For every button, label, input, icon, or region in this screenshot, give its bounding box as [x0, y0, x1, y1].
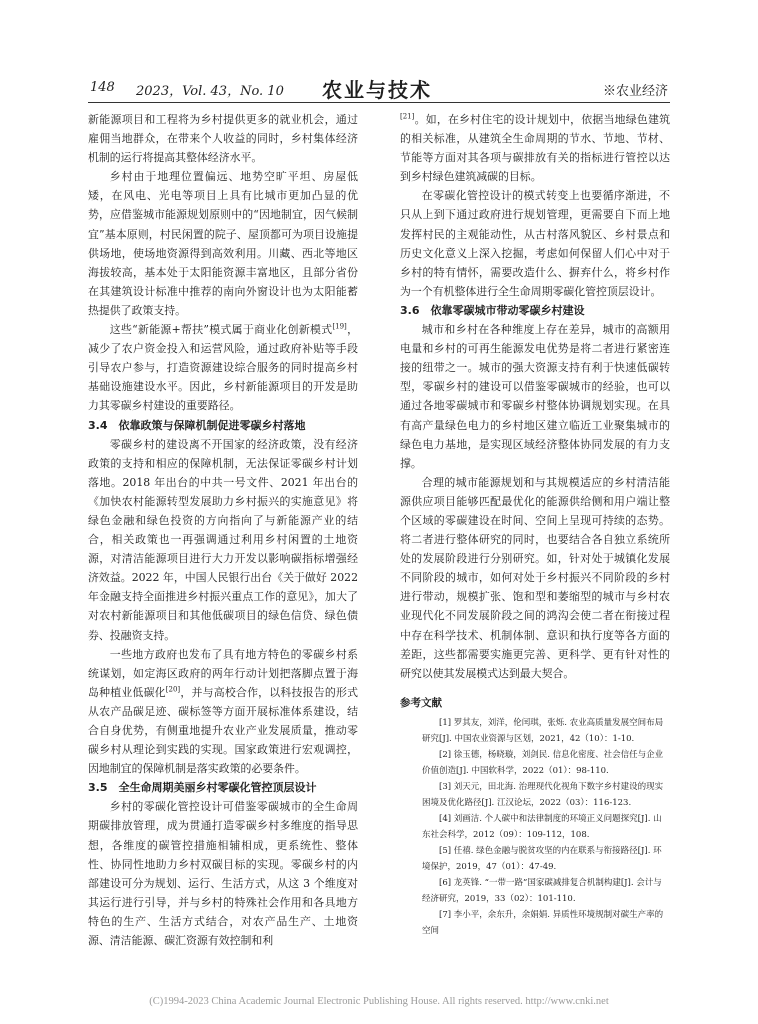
reference-item: [2] 徐玉德，杨晓璇，刘剑民. 信息化密度、社会信任与企业价值创造[J]. 中国软科学，2022（01）：98-110.: [422, 749, 664, 776]
text: 这些“新能源+帮扶”模式属于商业化创新模式: [109, 323, 333, 337]
reference-item: [3] 刘天元，田北海. 治理现代化视角下数字乡村建设的现实困境及优化路径[J]. 江汉论坛，2022（03）：116-123.: [422, 781, 664, 808]
reference-item: [6] 龙英锋. “一带一路”国家碳减排复合机制构建[J]. 会计与经济研究，2019，33（02）：101-110.: [422, 877, 662, 904]
page-number: 148: [90, 80, 115, 95]
paragraph: [88, 320, 358, 415]
text: ，减少了农户资金投入和运营风险，通过政府补贴等手段引导农户参与，打造资源建设综合服务的同时提高乡村基础设施建设水平。因此，乡村新能源项目的开发是助力其零碳乡村建设的重要路径。: [88, 323, 358, 413]
reference-list: [400, 715, 670, 939]
section-heading: 3.4 依靠政策与保障机制促进零碳乡村落地: [88, 418, 306, 432]
citation: [20]: [165, 685, 181, 694]
paragraph: [400, 110, 670, 186]
paragraph: 合理的城市能源规划和与其规模适应的乡村清洁能源供应项目能够匹配最优化的能源供给侧和用户端让整个区域的零碳建设在时间、空间上呈现可持续的态势。将二者进行整体研究的同时，也要结合各自独立系统所处的发展阶段进行分别研究。如，针对处于城镇化发展不同阶段的城市，如何对处于乡村振兴不同阶段的乡村进行带动，规模扩张、饱和型和萎缩型的城市与乡村农业现代化不同发展阶段之间的鸿沟会使二者在衔接过程中存在科学技术、机制体制、意识和执行度等各方面的差距，这些都需要实施更完善、更科学、更有针对性的研究以使其发展模式达到最大契合。: [400, 475, 670, 680]
left-column: [88, 110, 358, 950]
paragraph: 城市和乡村在各种维度上存在差异，城市的高额用电量和乡村的可再生能源发电优势是将二者进行紧密连接的纽带之一。城市的强大资源支持有利于快速低碳转型，零碳乡村的建设可以借鉴零碳城市的经验，也可以通过各地零碳城市和零碳乡村整体协调规划实现。在具有高产量绿色电力的乡村地区建立临近工业聚集城市的绿色电力基地，是实现区域经济整体协同发展的有力支撑。: [400, 323, 670, 470]
paragraph: 乡村的零碳化管控设计可借鉴零碳城市的全生命周期碳排放管理，成为贯通打造零碳乡村多维度的指导思想，各维度的碳管控措施相辅相成，更系统性、整体性、协同性地助力乡村双碳目标的实现。零碳乡村的内部建设可分为规划、运行、生活方式，从这 3 个维度对其运行进行引导，并与乡村的特殊社会作用和各具地方特色的生产、生活方式结合，对农产品生产、土地资源、清洁能源、碳汇资源有效控制和利: [88, 800, 358, 948]
references-title: 参考文献: [400, 696, 442, 709]
section-heading: 3.6 依靠零碳城市带动零碳乡村建设: [400, 303, 585, 317]
paragraph: 零碳乡村的建设离不开国家的经济政策，没有经济政策的支持和相应的保障机制，无法保证零碳乡村计划落地。2018 年出台的中共一号文件、2021 年出台的《加快农村能源转型发展助力乡村振兴的实施意见》将绿色金融和绿色投资的方向指向了与新能源产业的结合，相关政策也一再强调通过利用乡村闲置的土地资源，对清洁能源项目进行大力开发以影响碳指标增强经济效益。2022 年，中国人民银行出台《关于做好 2022 年金融支持全面推进乡村振兴重点工作的意见》，加大了对农村新能源项目和其他低碳项目的绿色信贷、绿色债券、投融资支持。: [88, 437, 358, 642]
paragraph: 在零碳化管控设计的模式转变上也要循序渐进，不只从上到下通过政府进行规划管理，更需要自下而上地发挥村民的主观能动性，从古村落风貌区、乡村景点和历史文化意义上深入挖掘，考虑如何保留人们心中对于乡村的特有情怀，需要改造什么、摒弃什么，将乡村作为一个有机整体进行全生命周期零碳化管控顶层设计。: [400, 189, 670, 298]
citation: [21]: [400, 112, 415, 121]
page-header: [90, 76, 668, 104]
reference-item: [4] 刘画洁. 个人碳中和法律制度的环境正义问题探究[J]. 山东社会科学，2012（09）：109-112，108.: [422, 813, 662, 840]
header-rule: [88, 102, 670, 103]
reference-item: [1] 罗其友，刘洋，伦闰琪，张烁. 农业高质量发展空间布局研究[J]. 中国农业资源与区划，2021，42（10）：1-10.: [422, 717, 664, 744]
paragraph: 乡村由于地理位置偏远、地势空旷平坦、房屋低矮，在风电、光电等项目上具有比城市更加凸显的优势，应借鉴城市能源规划原则中的“因地制宜，因气候制宜”基本原则，村民闲置的院子、屋顶都可为项目设施提供场地，使场地资源得到高效利用。川藏、西北等地区海拔较高，基本处于太阳能资源丰富地区，且部分省份在其建筑设计标准中推荐的南向外窗设计也为太阳能蓄热提供了政策支持。: [88, 170, 358, 317]
copyright-footer: (C)1994-2023 China Academic Journal Electronic Publishing House. All rights reserved. http://www.cnki.net: [149, 996, 609, 1007]
text: 。如，在乡村住宅的设计规划中，依据当地绿色建筑的相关标准，从建筑全生命周期的节水、节地、节材、节能等方面对其各项与碳排放有关的指标进行管控以达到乡村绿色建筑减碳的目标。: [400, 113, 670, 184]
reference-item: [5] 任禧. 绿色金融与脱贫攻坚的内在联系与衔接路径[J]. 环境保护，2019，47（01）：47-49.: [422, 845, 662, 872]
citation: [19]: [332, 322, 347, 331]
text: 一些地方政府也发布了具有地方特色的零碳乡村系统谋划，如定海区政府的两年行动计划把落脚点置于海岛种植业低碳化: [88, 647, 358, 699]
paragraph: [88, 645, 358, 779]
section-heading: 3.5 全生命周期美丽乡村零碳化管控顶层设计: [88, 781, 317, 795]
section-name: ※农业经济: [602, 84, 668, 99]
reference-item: [7] 李小平，余东升，余娟娟. 异质性环境规制对碳生产率的空间: [422, 909, 664, 936]
right-column: [400, 110, 670, 939]
volume-issue: 2023，Vol. 43，No. 10: [136, 84, 284, 99]
paragraph: 新能源项目和工程将为乡村提供更多的就业机会，通过雇佣当地群众，在带来个人收益的同时，乡村集体经济机制的运行将提高其整体经济水平。: [88, 113, 358, 165]
text: ，并与高校合作，以科技报告的形式从农产品碳足迹、碳标签等方面开展标准体系建设，结合自身优势，有侧重地提升农业产业发展质量，推动零碳乡村从理论到实践的实现。国家政策进行宏观调控，因地制宜的保障机制是落实政策的必要条件。: [88, 685, 358, 776]
journal-title: 农业与技术: [322, 78, 432, 102]
